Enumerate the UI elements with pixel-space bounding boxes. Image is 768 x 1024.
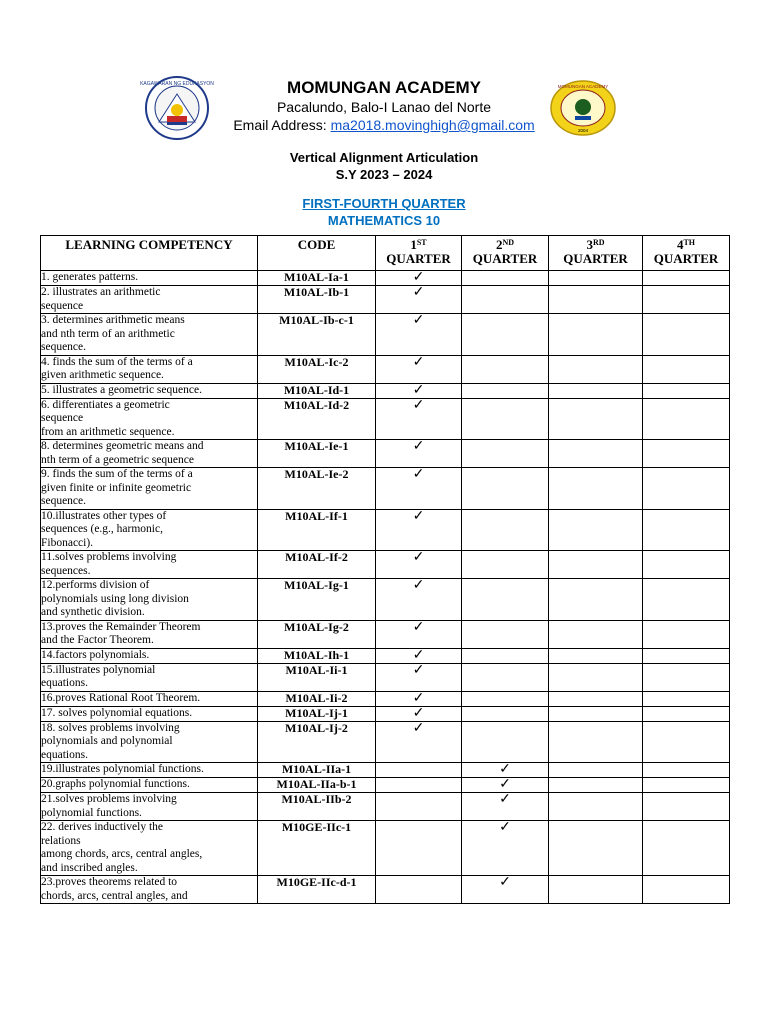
competency-line: polynomials and polynomial bbox=[41, 735, 173, 747]
column-header-q4 bbox=[643, 236, 730, 271]
quarter-3-cell bbox=[549, 440, 643, 468]
competency-cell bbox=[41, 763, 258, 778]
left-seal-text: KAGAWARAN NG EDUKASYON bbox=[140, 81, 214, 87]
code-cell: M10GE-IIc-d-1 bbox=[258, 876, 376, 904]
competency-cell bbox=[41, 876, 258, 904]
quarter-4-cell bbox=[643, 763, 730, 778]
q3-suffix: RD bbox=[592, 238, 605, 247]
quarter-2-cell bbox=[462, 620, 549, 648]
competency-line: sequence bbox=[41, 412, 84, 424]
right-seal-year: 2004 bbox=[577, 128, 589, 133]
competency-line: 19.illustrates polynomial functions. bbox=[41, 763, 204, 775]
quarter-3-cell bbox=[549, 821, 643, 876]
competency-line: Fibonacci). bbox=[41, 536, 94, 549]
code-cell: M10AL-Ie-2 bbox=[258, 468, 376, 510]
quarter-range-heading: FIRST-FOURTH QUARTER bbox=[302, 196, 466, 211]
quarter-1-cell bbox=[376, 706, 462, 721]
check-mark-icon: ✓ bbox=[412, 270, 425, 285]
table-row bbox=[41, 551, 730, 579]
check-mark-icon: ✓ bbox=[412, 382, 425, 398]
competency-cell bbox=[41, 648, 258, 663]
quarter-4-cell bbox=[643, 509, 730, 551]
quarter-4-cell bbox=[643, 398, 730, 440]
check-mark-icon: ✓ bbox=[412, 354, 425, 370]
quarter-2-cell bbox=[462, 793, 549, 821]
table-row bbox=[41, 763, 730, 778]
quarter-2-cell bbox=[462, 314, 549, 356]
competency-cell bbox=[41, 778, 258, 793]
check-mark-icon: ✓ bbox=[412, 720, 425, 736]
quarter-1-cell bbox=[376, 876, 462, 904]
quarter-1-cell bbox=[376, 271, 462, 286]
quarter-2-cell bbox=[462, 778, 549, 793]
competency-line: 6. differentiates a geometric bbox=[41, 398, 170, 411]
table-row bbox=[41, 271, 730, 286]
table-header-row bbox=[41, 236, 730, 271]
q1-number: 1 bbox=[410, 237, 417, 252]
competency-line: sequence bbox=[41, 299, 84, 312]
document-title: Vertical Alignment Articulation bbox=[289, 150, 479, 165]
competency-line: polynomials using long division bbox=[41, 592, 189, 605]
quarter-2-cell bbox=[462, 821, 549, 876]
code-cell: M10AL-Id-2 bbox=[258, 398, 376, 440]
competency-cell bbox=[41, 691, 258, 706]
quarter-3-cell bbox=[549, 271, 643, 286]
quarter-3-cell bbox=[549, 648, 643, 663]
competency-cell bbox=[41, 663, 258, 691]
quarter-2-cell bbox=[462, 440, 549, 468]
check-mark-icon: ✓ bbox=[412, 313, 425, 328]
table-row bbox=[41, 620, 730, 648]
email-link[interactable]: ma2018.movinghigh@gmail.com bbox=[330, 117, 535, 133]
check-mark-icon: ✓ bbox=[412, 550, 425, 565]
table-row bbox=[41, 706, 730, 721]
check-mark-icon: ✓ bbox=[499, 792, 511, 807]
quarter-4-cell bbox=[643, 721, 730, 763]
quarter-1-cell bbox=[376, 721, 462, 763]
quarter-4-cell bbox=[643, 620, 730, 648]
quarter-1-cell bbox=[376, 440, 462, 468]
q2-suffix: ND bbox=[502, 238, 515, 247]
quarter-2-cell bbox=[462, 383, 549, 398]
code-cell: M10AL-Ii-2 bbox=[258, 691, 376, 706]
competency-line: and nth term of an arithmetic bbox=[41, 327, 175, 340]
quarter-1-cell bbox=[376, 778, 462, 793]
competency-cell bbox=[41, 793, 258, 821]
quarter-1-cell bbox=[376, 551, 462, 579]
competency-line: equations. bbox=[41, 677, 88, 689]
code-cell: M10AL-Ig-1 bbox=[258, 579, 376, 621]
quarter-2-cell bbox=[462, 551, 549, 579]
quarter-3-cell bbox=[549, 793, 643, 821]
competency-cell bbox=[41, 579, 258, 621]
quarter-4-cell bbox=[643, 383, 730, 398]
competency-cell bbox=[41, 398, 258, 440]
competency-cell bbox=[41, 271, 258, 286]
code-cell: M10AL-Ic-2 bbox=[258, 355, 376, 383]
quarter-2-cell bbox=[462, 721, 549, 763]
quarter-1-cell bbox=[376, 793, 462, 821]
quarter-1-cell bbox=[376, 579, 462, 621]
competency-cell bbox=[41, 509, 258, 551]
competency-cell bbox=[41, 721, 258, 763]
quarter-3-cell bbox=[549, 551, 643, 579]
competency-line: given finite or infinite geometric bbox=[41, 481, 192, 494]
quarter-3-cell bbox=[549, 663, 643, 691]
competency-line: given arithmetic sequence. bbox=[41, 369, 164, 381]
subject-heading: MATHEMATICS 10 bbox=[327, 213, 441, 228]
check-mark-icon: ✓ bbox=[412, 508, 425, 524]
table-row bbox=[41, 821, 730, 876]
quarter-3-cell bbox=[549, 509, 643, 551]
competency-cell bbox=[41, 440, 258, 468]
quarter-3-cell bbox=[549, 286, 643, 314]
competency-line: 18. solves problems involving bbox=[41, 721, 180, 734]
table-row bbox=[41, 509, 730, 551]
quarter-3-cell bbox=[549, 706, 643, 721]
competency-line: 2. illustrates an arithmetic bbox=[41, 286, 161, 298]
quarter-1-cell bbox=[376, 355, 462, 383]
quarter-3-cell bbox=[549, 778, 643, 793]
competency-line: sequence. bbox=[41, 341, 87, 353]
code-cell: M10AL-Ij-2 bbox=[258, 721, 376, 763]
table-row bbox=[41, 440, 730, 468]
quarter-3-cell bbox=[549, 763, 643, 778]
check-mark-icon: ✓ bbox=[412, 662, 425, 678]
quarter-4-cell bbox=[643, 648, 730, 663]
table-row bbox=[41, 468, 730, 510]
code-cell: M10AL-Ia-1 bbox=[258, 271, 376, 286]
table-row bbox=[41, 648, 730, 663]
quarter-4-cell bbox=[643, 663, 730, 691]
check-mark-icon: ✓ bbox=[412, 285, 425, 300]
quarter-1-cell bbox=[376, 509, 462, 551]
competency-line: 21.solves problems involving bbox=[41, 793, 177, 805]
competency-line: and the Factor Theorem. bbox=[41, 634, 154, 646]
check-mark-icon: ✓ bbox=[499, 762, 511, 777]
quarter-4-cell bbox=[643, 793, 730, 821]
quarter-3-cell bbox=[549, 355, 643, 383]
quarter-3-cell bbox=[549, 314, 643, 356]
q4-number: 4 bbox=[676, 237, 684, 252]
quarter-4-cell bbox=[643, 691, 730, 706]
quarter-1-cell bbox=[376, 383, 462, 398]
table-row bbox=[41, 286, 730, 314]
code-cell: M10AL-Id-1 bbox=[258, 383, 376, 398]
quarter-4-cell bbox=[643, 579, 730, 621]
column-header-competency: LEARNING COMPETENCY bbox=[41, 236, 258, 271]
competency-cell bbox=[41, 383, 258, 398]
column-header-q3 bbox=[549, 236, 643, 271]
competency-line: 9. finds the sum of the terms of a bbox=[41, 468, 193, 480]
code-cell: M10AL-Ib-1 bbox=[258, 286, 376, 314]
school-year: S.Y 2023 – 2024 bbox=[335, 167, 433, 182]
code-cell: M10AL-If-2 bbox=[258, 551, 376, 579]
column-header-code: CODE bbox=[258, 236, 376, 271]
table-row bbox=[41, 314, 730, 356]
quarter-2-cell bbox=[462, 763, 549, 778]
quarter-2-cell bbox=[462, 468, 549, 510]
quarter-3-cell bbox=[549, 620, 643, 648]
competency-line: 3. determines arithmetic means bbox=[41, 314, 185, 326]
competency-line: from an arithmetic sequence. bbox=[41, 425, 175, 438]
competency-line: 4. finds the sum of the terms of a bbox=[41, 355, 193, 368]
competency-line: among chords, arcs, central angles, bbox=[41, 848, 203, 860]
quarter-1-cell bbox=[376, 398, 462, 440]
check-mark-icon: ✓ bbox=[412, 397, 425, 413]
competency-cell bbox=[41, 355, 258, 383]
quarter-4-cell bbox=[643, 440, 730, 468]
quarter-2-cell bbox=[462, 355, 549, 383]
check-mark-icon: ✓ bbox=[499, 777, 511, 792]
competency-line: equations. bbox=[41, 748, 88, 761]
check-mark-icon: ✓ bbox=[499, 820, 511, 835]
competency-line: 14.factors polynomials. bbox=[41, 648, 150, 661]
quarter-4-cell bbox=[643, 271, 730, 286]
quarter-2-cell bbox=[462, 286, 549, 314]
quarter-3-cell bbox=[549, 876, 643, 904]
competency-line: nth term of a geometric sequence bbox=[41, 453, 194, 466]
quarter-2-cell bbox=[462, 398, 549, 440]
q3-word: QUARTER bbox=[563, 251, 628, 266]
table-row bbox=[41, 663, 730, 691]
table-row bbox=[41, 579, 730, 621]
quarter-2-cell bbox=[462, 663, 549, 691]
check-mark-icon: ✓ bbox=[412, 578, 425, 593]
competency-line: 11.solves problems involving bbox=[41, 551, 177, 563]
check-mark-icon: ✓ bbox=[412, 647, 425, 663]
check-mark-icon: ✓ bbox=[499, 875, 511, 890]
competency-line: 17. solves polynomial equations. bbox=[41, 706, 193, 719]
quarter-3-cell bbox=[549, 721, 643, 763]
code-cell: M10AL-Ib-c-1 bbox=[258, 314, 376, 356]
check-mark-icon: ✓ bbox=[412, 439, 425, 454]
quarter-2-cell bbox=[462, 706, 549, 721]
competency-line: sequences (e.g., harmonic, bbox=[41, 523, 163, 535]
quarter-2-cell bbox=[462, 509, 549, 551]
code-cell: M10AL-If-1 bbox=[258, 509, 376, 551]
check-mark-icon: ✓ bbox=[412, 690, 425, 706]
quarter-2-cell bbox=[462, 579, 549, 621]
email-line bbox=[0, 117, 768, 133]
table-row bbox=[41, 778, 730, 793]
table-row bbox=[41, 383, 730, 398]
competency-cell bbox=[41, 468, 258, 510]
q4-suffix: TH bbox=[683, 238, 696, 247]
quarter-2-cell bbox=[462, 648, 549, 663]
competency-line: 16.proves Rational Root Theorem. bbox=[41, 691, 201, 704]
q1-word: QUARTER bbox=[386, 251, 451, 266]
table-row bbox=[41, 691, 730, 706]
competency-line: 23.proves theorems related to bbox=[41, 876, 178, 888]
quarter-3-cell bbox=[549, 468, 643, 510]
quarter-1-cell bbox=[376, 821, 462, 876]
code-cell: M10AL-Ig-2 bbox=[258, 620, 376, 648]
competency-cell bbox=[41, 706, 258, 721]
competency-line: and synthetic division. bbox=[41, 606, 145, 618]
check-mark-icon: ✓ bbox=[412, 619, 425, 635]
column-header-q1 bbox=[376, 236, 462, 271]
code-cell: M10AL-IIa-b-1 bbox=[258, 778, 376, 793]
code-cell: M10AL-Ii-1 bbox=[258, 663, 376, 691]
competency-line: 15.illustrates polynomial bbox=[41, 663, 156, 676]
quarter-1-cell bbox=[376, 620, 462, 648]
competency-line: 5. illustrates a geometric sequence. bbox=[41, 383, 202, 396]
code-cell: M10AL-Ij-1 bbox=[258, 706, 376, 721]
quarter-1-cell bbox=[376, 648, 462, 663]
table-row bbox=[41, 355, 730, 383]
column-header-q2 bbox=[462, 236, 549, 271]
quarter-4-cell bbox=[643, 821, 730, 876]
competency-line: 1. generates patterns. bbox=[41, 271, 139, 283]
email-label: Email Address: bbox=[233, 117, 327, 133]
q1-suffix: ST bbox=[416, 238, 427, 247]
quarter-4-cell bbox=[643, 468, 730, 510]
competency-cell bbox=[41, 620, 258, 648]
quarter-4-cell bbox=[643, 778, 730, 793]
competency-line: 20.graphs polynomial functions. bbox=[41, 778, 190, 790]
table-row bbox=[41, 876, 730, 904]
competency-line: chords, arcs, central angles, and bbox=[41, 889, 188, 902]
code-cell: M10GE-IIc-1 bbox=[258, 821, 376, 876]
school-name: MOMUNGAN ACADEMY bbox=[287, 78, 481, 97]
q2-word: QUARTER bbox=[472, 251, 538, 266]
quarter-1-cell bbox=[376, 286, 462, 314]
competency-line: 13.proves the Remainder Theorem bbox=[41, 620, 201, 633]
quarter-3-cell bbox=[549, 383, 643, 398]
check-mark-icon: ✓ bbox=[412, 467, 425, 482]
competency-line: 10.illustrates other types of bbox=[41, 509, 167, 522]
competency-table bbox=[40, 235, 730, 904]
competency-line: 22. derives inductively the bbox=[41, 821, 163, 833]
table-row bbox=[41, 793, 730, 821]
q3-number: 3 bbox=[586, 237, 593, 252]
quarter-2-cell bbox=[462, 691, 549, 706]
quarter-1-cell bbox=[376, 691, 462, 706]
quarter-1-cell bbox=[376, 763, 462, 778]
quarter-4-cell bbox=[643, 286, 730, 314]
competency-cell bbox=[41, 286, 258, 314]
competency-line: sequence. bbox=[41, 495, 87, 507]
right-seal-text: MOMUNGAN ACADEMY bbox=[557, 84, 609, 89]
competency-cell bbox=[41, 821, 258, 876]
quarter-3-cell bbox=[549, 691, 643, 706]
quarter-4-cell bbox=[643, 314, 730, 356]
competency-line: sequences. bbox=[41, 564, 91, 577]
school-address: Pacalundo, Balo-I Lanao del Norte bbox=[276, 99, 492, 115]
table-row bbox=[41, 721, 730, 763]
quarter-2-cell bbox=[462, 271, 549, 286]
competency-line: polynomial functions. bbox=[41, 806, 142, 819]
competency-line: 8. determines geometric means and bbox=[41, 440, 204, 452]
quarter-4-cell bbox=[643, 706, 730, 721]
quarter-1-cell bbox=[376, 663, 462, 691]
q4-word: QUARTER bbox=[653, 251, 719, 266]
code-cell: M10AL-IIb-2 bbox=[258, 793, 376, 821]
check-mark-icon: ✓ bbox=[412, 705, 425, 721]
competency-line: and inscribed angles. bbox=[41, 861, 138, 874]
table-row bbox=[41, 398, 730, 440]
code-cell: M10AL-Ie-1 bbox=[258, 440, 376, 468]
competency-line: 12.performs division of bbox=[41, 579, 150, 591]
code-cell: M10AL-Ih-1 bbox=[258, 648, 376, 663]
quarter-1-cell bbox=[376, 468, 462, 510]
competency-cell bbox=[41, 551, 258, 579]
quarter-3-cell bbox=[549, 579, 643, 621]
competency-cell bbox=[41, 314, 258, 356]
quarter-4-cell bbox=[643, 551, 730, 579]
quarter-4-cell bbox=[643, 355, 730, 383]
code-cell: M10AL-IIa-1 bbox=[258, 763, 376, 778]
q2-number: 2 bbox=[495, 237, 503, 252]
quarter-4-cell bbox=[643, 876, 730, 904]
quarter-2-cell bbox=[462, 876, 549, 904]
competency-line: relations bbox=[41, 834, 81, 847]
quarter-1-cell bbox=[376, 314, 462, 356]
quarter-3-cell bbox=[549, 398, 643, 440]
